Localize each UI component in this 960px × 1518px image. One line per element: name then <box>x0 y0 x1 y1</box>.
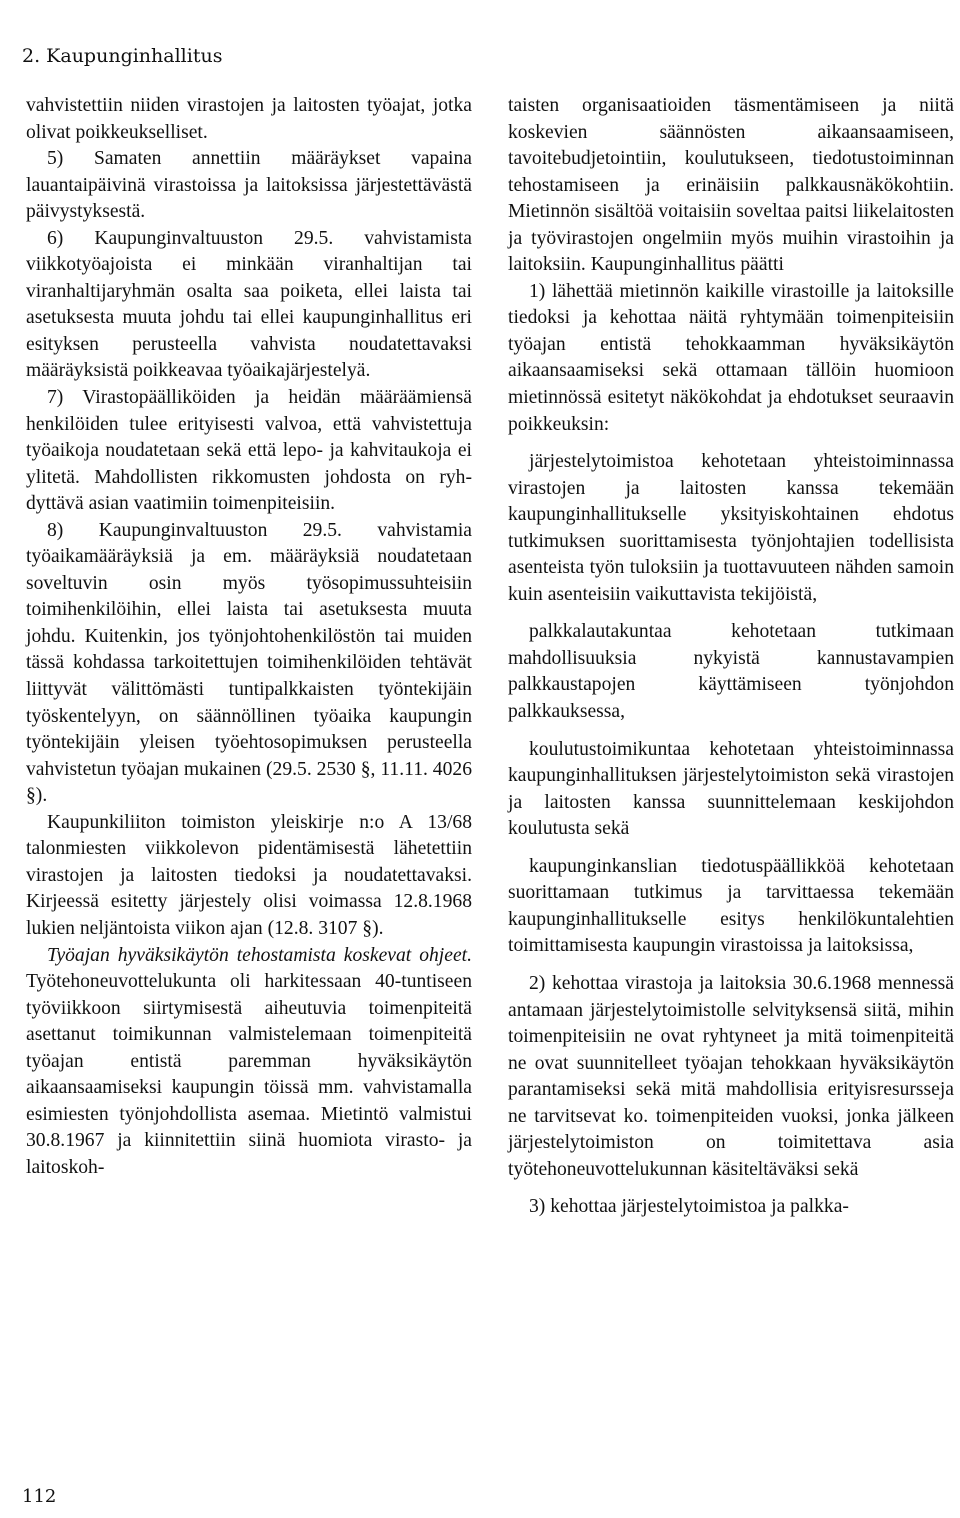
paragraph: koulutustoimikuntaa kehotetaan yhteistoiminnassa kaupunginhallituksen järjestelytoimiston sekä virastojen ja laitosten kanssa suunnittelemaan keskijohdon koulutusta sekä <box>508 738 954 840</box>
paragraph: 3) kehottaa järjestelytoimistoa ja palkka- <box>529 1196 849 1218</box>
running-header: 2. Kaupunginhallitus <box>22 45 223 67</box>
right-column <box>508 93 954 1221</box>
paragraph: taisten organisaatioiden täsmentämiseen ja niitä koskevien säännösten aikaansaamiseen, tavoitebudjetointiin, koulutukseen, tiedotustoiminnan tehostamiseen ja erinäisiin palkkausnäkökohtiin. Mietinnön sisältöä voitaisiin soveltaa paitsi liikelaitosten ja työvirastojen ongelmiin myös muihin virastoihin ja laitoksiin. Kaupunginhallitus päätti <box>508 95 954 276</box>
paragraph: vahvistettiin niiden virastojen ja laitosten työajat, jotka olivat poikkeukselliset. <box>26 95 472 143</box>
paragraph: järjestelytoimistoa kehotetaan yhteistoiminnassa virastojen ja laitosten kanssa tekemään kaupunginhallitukselle yksityiskohtainen ehdotus tutkimuksen suorittamisesta työnjohtajien todellisista asenteista työn tuloksiin ja tuottavuuteen nähden samoin kuin asenteisiin vaikuttavista tekijöistä, <box>508 451 954 605</box>
paragraph: Kaupunkiliiton toimiston yleiskirje n:o A 13/68 talonmiesten viikkolevon pidentämisestä lähetettiin virastojen ja laitosten tiedoksi ja noudatettavaksi. Kirjeessä esitetty järjestely olisi voimassa 12.8.1968 lukien neljäntoista viikon ajan (12.8. 3107 §). <box>26 811 472 939</box>
paragraph: 2) kehottaa virastoja ja laitoksia 30.6.1968 mennessä antamaan järjestelytoimistolle selvityksensä siitä, mihin toimenpiteisiin ne ovat ryhtyneet ja mitä toimenpiteitä ne ovat suunnitelleet työajan tehokkaan hyväksikäytön parantamiseksi sekä mitä mahdollisia erityisresursseja ne tarvitsevat ko. toimenpiteiden vuoksi, jonka jälkeen järjestelytoimiston on toimitettava asia työtehoneuvottelukunnan käsiteltäväksi sekä <box>508 972 954 1180</box>
left-column <box>26 93 472 1181</box>
paragraph: 5) Samaten annettiin määräykset vapaina lauantaipäivinä virastoissa ja laitoksissa järjestettävästä päivystyksestä. <box>26 148 472 223</box>
paragraph: 6) Kaupunginvaltuuston 29.5. vahvistamista viikkotyöajoista ei minkään viranhaltijan tai viranhaltijaryhmän osalta saa poiketa, ellei laista tai asetuksesta muuta johdu tai ellei kaupunginhallitus eri esityksen perusteella vahvista noudatettavaksi määräyksistä poikkeavaa työaikajärjestelyä. <box>26 227 472 382</box>
paragraph: 8) Kaupunginvaltuuston 29.5. vahvistamia työaikamääräyksiä ja em. määräyksiä noudatetaan soveltuvin osin myös työsopimussuhteisiin toimihenkilöihin, ellei laista tai asetuksesta muuta johdu. Kuitenkin, jos työnjohtohenkilöstön tai muiden tässä kohdassa tarkoitettujen toimihenkilöiden tehtävät liittyvät välittömästi tuntipalkkaisten työntekijäin työskentelyyn, on säännöllinen työaika kaupungin työntekijäin yleisen työehtosopimuksen perusteella vahvistetun työajan mukainen (29.5. 2530 §, 11.11. 4026 §). <box>26 519 472 807</box>
paragraph: palkkalautakuntaa kehotetaan tutkimaan mahdollisuuksia nykyistä kannustavampien palkkaustapojen käyttämiseen työnjohdon palkkauksessa, <box>508 621 954 723</box>
paragraph: 1) lähettää mietinnön kaikille virastoille ja laitoksille tiedoksi ja kehottaa näitä ryhtymään toimenpiteisiin työajan entistä tehokkaamman hyväksikäytön aikaansaamiseksi sekä ottamaan tällöin huomioon mietinnössä esitetyt näkökohdat ja ehdotukset seuraavin poikkeuksin: <box>508 280 954 435</box>
paragraph-body: Työtehoneuvottelukunta oli harkitessaan 40-tuntiseen työviikkoon siirtymisestä aiheutuvia toimenpiteitä asettanut toimikunnan valmistelemaan toimenpiteitä työajan entistä paremman hyväksikäytön aikaansaamiseksi kaupungin töissä mm. vahvistamalla esimiesten työnjohdollista asemaa. Mietintö valmistui 30.8.1967 ja kiinnitettiin siinä huomiota virasto- ja laitoskoh- <box>26 971 472 1178</box>
page-number: 112 <box>22 1486 57 1507</box>
italic-section-heading: Työajan hyväksikäytön tehostamista koskevat ohjeet. <box>47 944 472 966</box>
paragraph: kaupunginkanslian tiedotuspäällikköä kehotetaan suorittamaan tutkimus ja tarvittaessa tekemään kaupunginhallitukselle esitys henkilökuntalehtien toimittamisesta kaupungin virastoissa ja laitoksissa, <box>508 855 954 957</box>
paragraph-with-heading <box>26 943 472 1182</box>
paragraph: 7) Virastopäälliköiden ja heidän määräämiensä henkilöiden tulee erityisesti valvoa, että vahvistettuja työaikoja noudatetaan sekä että lepo- ja kahvitaukoja ei ylitetä. Mahdollisten rikkomusten johdosta on ryhdyttävä asian vaatimiin toimenpiteisiin. <box>26 387 472 515</box>
